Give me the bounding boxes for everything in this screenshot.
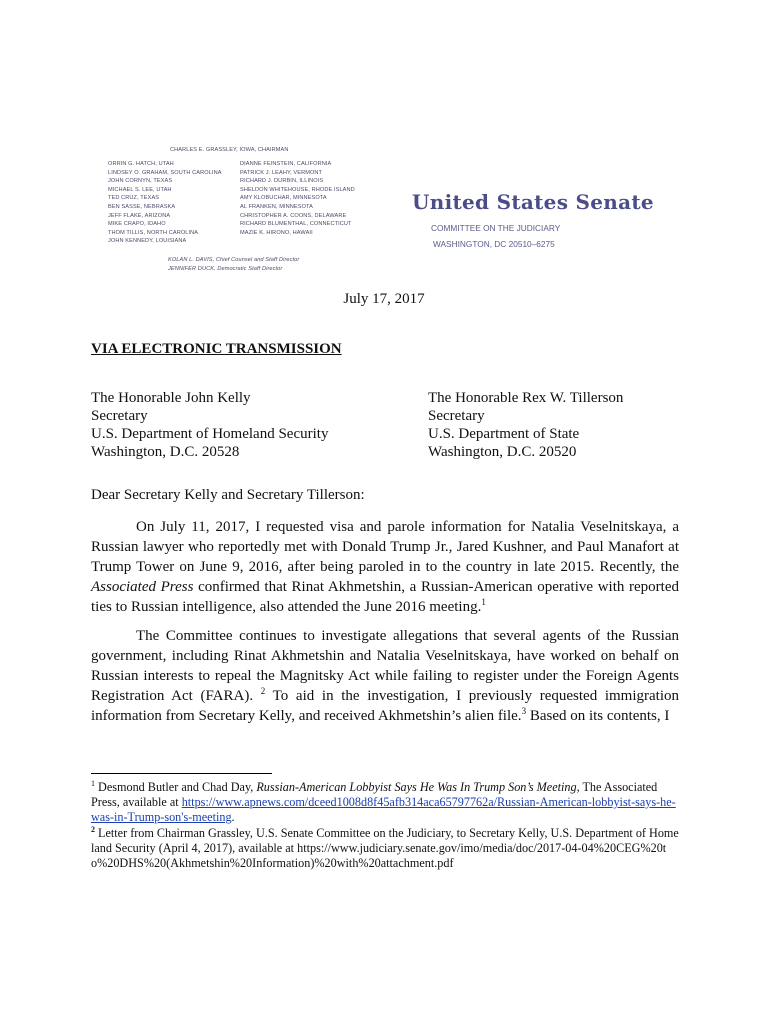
salutation: Dear Secretary Kelly and Secretary Tillerson: xyxy=(91,487,365,503)
member-name: RICHARD BLUMENTHAL, CONNECTICUT xyxy=(240,221,352,228)
article-title: Russian-American Lobbyist Says He Was In Trump Son’s Meeting xyxy=(256,780,577,794)
minority-members-list xyxy=(240,160,370,237)
member-name: DIANNE FEINSTEIN, CALIFORNIA xyxy=(240,161,332,167)
paragraph-text: Based on its contents, I xyxy=(526,708,670,724)
footnote-text: , The Associated Press, available at xyxy=(91,780,658,809)
member-name: CHRISTOPHER A. COONS, DELAWARE xyxy=(240,212,347,219)
body-paragraph-1 xyxy=(91,517,679,617)
majority-members-list xyxy=(108,160,238,246)
member-name: AMY KLOBUCHAR, MINNESOTA xyxy=(240,195,327,202)
member-name: RICHARD J. DURBIN, ILLINOIS xyxy=(240,178,324,185)
member-name: PATRICK J. LEAHY, VERMONT xyxy=(240,169,323,176)
recipient-title: Secretary xyxy=(91,408,148,424)
recipient-department: U.S. Department of Homeland Security xyxy=(91,426,329,442)
paragraph-text: To aid in the investigation, I previously requested immigration information from Secretary Kelly, and received Akhmetshin’s alien file. xyxy=(91,688,680,724)
footnote-1 xyxy=(91,780,681,825)
publication-name: Associated Press xyxy=(91,579,194,595)
letter-date: July 17, 2017 xyxy=(343,291,425,307)
body-paragraph-2 xyxy=(91,626,679,726)
footnote-number: 2 xyxy=(91,824,95,834)
member-name: MICHAEL S. LEE, UTAH xyxy=(108,186,172,193)
member-name: JOHN KENNEDY, LOUISIANA xyxy=(108,238,187,245)
member-name: THOM TILLIS, NORTH CAROLINA xyxy=(108,229,199,236)
paragraph-text: On July 11, 2017, I requested visa and parole information for Natalia Veselnitskaya, a Russian lawyer who reportedly met with Donald Trump Jr., Jared Kushner, and Paul Manafort at Trump Tower on June 9, 2016, after being paroled in to the country in late 2015. Recently, the xyxy=(91,519,679,575)
footnote-ref[interactable]: 1 xyxy=(481,597,486,607)
staff-director-2: JENNIFER DUCK, Democratic Staff Director xyxy=(168,265,283,272)
committee-address: WASHINGTON, DC 20510–6275 xyxy=(433,239,555,249)
member-name: LINDSEY O. GRAHAM, SOUTH CAROLINA xyxy=(108,169,222,176)
paragraph-text: confirmed that Rinat Akhmetshin, a Russian-American operative with reported ties to Russian intelligence, also attended the June 2016 meeting. xyxy=(91,579,680,615)
recipient-city: Washington, D.C. 20520 xyxy=(428,444,577,460)
footnote-text: . xyxy=(231,810,235,824)
committee-block xyxy=(430,220,590,252)
member-name: SHELDON WHITEHOUSE, RHODE ISLAND xyxy=(240,186,355,193)
transmission-method: VIA ELECTRONIC TRANSMISSION xyxy=(91,341,342,357)
member-name: ORRIN G. HATCH, UTAH xyxy=(108,161,174,167)
recipient-address-kelly xyxy=(91,389,328,461)
footnote-ref[interactable]: 2 xyxy=(260,686,266,696)
recipient-city: Washington, D.C. 20528 xyxy=(91,444,240,460)
apnews-link[interactable]: https://www.apnews.com/dceed1008d8f45afb314aca65797762a/Russian-American-lobbyist-says-he-was-in-Trump-son's-meeting xyxy=(91,795,676,824)
member-name: MIKE CRAPO, IDAHO xyxy=(108,221,166,228)
member-name: BEN SASSE, NEBRASKA xyxy=(108,203,176,210)
recipient-department: U.S. Department of State xyxy=(428,426,580,442)
recipient-address-tillerson xyxy=(428,389,623,461)
chairman-line: CHARLES E. GRASSLEY, IOWA, CHAIRMAN xyxy=(170,147,289,153)
recipient-name: The Honorable John Kelly xyxy=(91,390,251,406)
footnote-ref[interactable]: 3 xyxy=(521,706,527,716)
committee-name: COMMITTEE ON THE JUDICIARY xyxy=(431,223,561,233)
staff-director-1: KOLAN L. DAVIS, Chief Counsel and Staff Director xyxy=(168,257,300,263)
paragraph-text: The Committee continues to investigate allegations that several agents of the Russian government, including Rinat Akhmetshin and Natalia Veselnitskaya, have worked on behalf on Russian interests to repeal the Magnitsky Act while failing to register under the Foreign Agents Registration Act (FARA). xyxy=(91,628,679,704)
footnote-divider xyxy=(91,773,272,774)
footnote-2 xyxy=(91,826,681,871)
recipient-title: Secretary xyxy=(428,408,485,424)
staff-directors xyxy=(168,256,299,273)
senate-wordmark: United States Senate xyxy=(412,190,654,214)
footnote-text: Letter from Chairman Grassley, U.S. Senate Committee on the Judiciary, to Secretary Kelly, U.S. Department of Homeland Security (April 4, 2017), available at https://www.judiciary.senate.gov/imo/media/doc/2017-04-04%20CEG%20to%20DHS%20(Akhmetshin%20Information)%20with%20attachment.pdf xyxy=(91,826,679,870)
member-name: TED CRUZ, TEXAS xyxy=(108,195,160,202)
recipient-name: The Honorable Rex W. Tillerson xyxy=(428,390,624,406)
member-name: AL FRANKEN, MINNESOTA xyxy=(240,203,313,210)
member-name: MAZIE K. HIRONO, HAWAII xyxy=(240,229,313,236)
member-name: JOHN CORNYN, TEXAS xyxy=(108,178,173,185)
footnote-number: 1 xyxy=(91,778,95,788)
member-name: JEFF FLAKE, ARIZONA xyxy=(108,212,171,219)
footnote-text: Desmond Butler and Chad Day, xyxy=(95,780,257,794)
